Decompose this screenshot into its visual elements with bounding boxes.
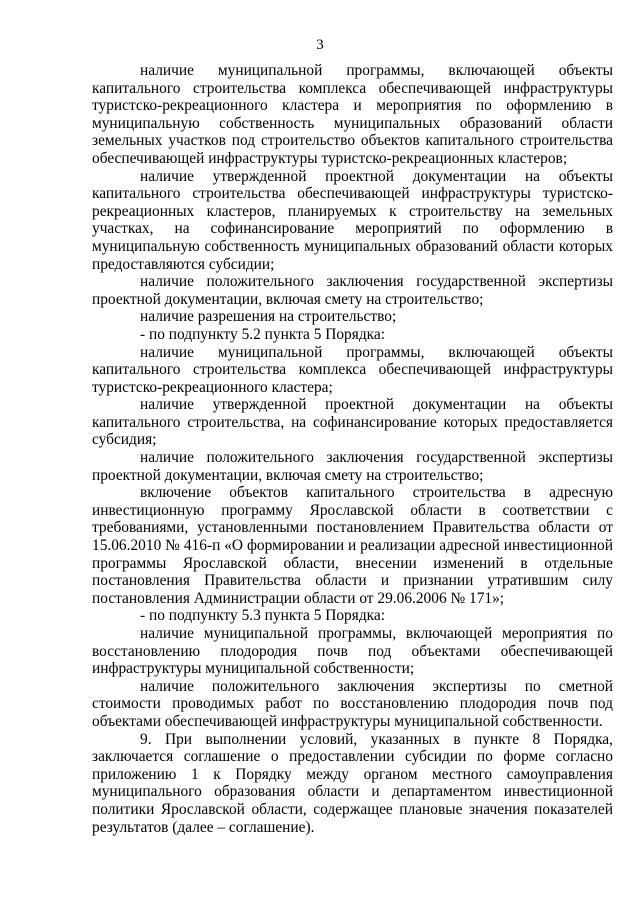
page-number: 3 (316, 37, 324, 53)
paragraph: наличие муниципальной программы, включающей объекты капитального строительства комплекса обеспечивающей инфраструктуры туристско-рекреационного кластера и мероприятия по оформлению в муниципальную собственность муниципальных образований области земельных участков под строительство объектов капитального строительства обеспечивающей инфраструктуры туристско-рекреационных кластеров; (92, 62, 613, 167)
paragraph: - по подпункту 5.2 пункта 5 Порядка: (140, 325, 386, 343)
paragraph: наличие разрешения на строительство; (140, 308, 397, 326)
paragraph: наличие муниципальной программы, включающей объекты капитального строительства комплекса обеспечивающей инфраструктуры туристско-рекреационного кластера; (92, 343, 613, 396)
paragraph: 9. При выполнении условий, указанных в пункте 8 Порядка, заключается соглашение о предоставлении субсидии по форме согласно приложению 1 к Порядку между органом местного самоуправления муниципального образования области и департаментом инвестиционной политики Ярославской области, содержащее плановые значения показателей результатов (далее – соглашение). (92, 730, 613, 836)
paragraph: - по подпункту 5.3 пункта 5 Порядка: (140, 607, 386, 625)
paragraph: наличие утвержденной проектной документации на объекты капитального строительства, на софинансирование которых предоставляется субсидия; (92, 396, 613, 449)
paragraph: наличие муниципальной программы, включающей мероприятия по восстановлению плодородия почв под объектами обеспечивающей инфраструктуры муниципальной собственности; (92, 625, 613, 678)
paragraph: наличие положительного заключения экспертизы по сметной стоимости проводимых работ по восстановлению плодородия почв под объектами обеспечивающей инфраструктуры муниципальной собственности. (92, 677, 613, 730)
paragraph: наличие утвержденной проектной документации на объекты капитального строительства обеспечивающей инфраструктуры туристско-рекреационных кластеров, планируемых к строительству на земельных участках, на софинансирование мероприятий по оформлению в муниципальную собственность муниципальных образований области которых предоставляются субсидии; (92, 167, 613, 273)
paragraph: наличие положительного заключения государственной экспертизы проектной документации, включая смету на строительство; (92, 449, 613, 484)
document-body (92, 62, 613, 836)
paragraph: включение объектов капитального строительства в адресную инвестиционную программу Ярославской области в соответствии с требованиями, установленными постановлением Правительства области от 15.06.2010 № 416-п «О формировании и реализации адресной инвестиционной программы Ярославской области, внесении изменений в отдельные постановления Правительства области и признании утратившим силу постановления Администрации области от 29.06.2006 № 171»; (92, 484, 613, 607)
paragraph: наличие положительного заключения государственной экспертизы проектной документации, включая смету на строительство; (92, 273, 613, 308)
